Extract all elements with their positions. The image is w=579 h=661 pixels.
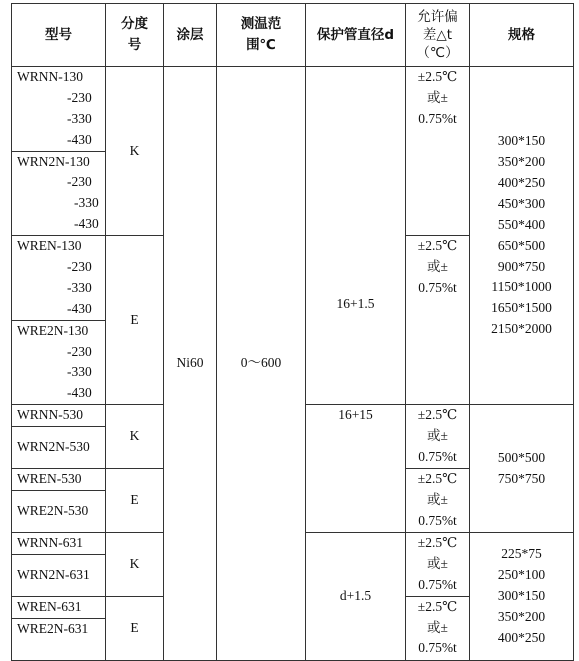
tolerance-value: ±2.5℃ bbox=[417, 598, 458, 614]
model-name: WREN-530 bbox=[17, 470, 82, 486]
tolerance-value: ±2.5℃ bbox=[417, 470, 458, 486]
model-cell bbox=[12, 151, 106, 236]
spec-cell bbox=[470, 405, 574, 533]
header-model: 型号 bbox=[12, 4, 106, 67]
spec-cell bbox=[470, 532, 574, 660]
tolerance-percent: 0.75%t bbox=[418, 576, 457, 592]
temp-range-cell: 0～600 bbox=[217, 67, 306, 661]
tolerance-percent: 0.75%t bbox=[418, 512, 457, 528]
model-variant: -430 bbox=[74, 216, 99, 232]
spec-item: 350*200 bbox=[497, 608, 546, 624]
model-name: WRNN-530 bbox=[17, 407, 83, 423]
tolerance-value: ±2.5℃ bbox=[417, 407, 458, 423]
tolerance-cell bbox=[406, 532, 470, 596]
model-name: WRE2N-631 bbox=[17, 620, 89, 636]
tolerance-value: ±2.5℃ bbox=[417, 69, 458, 84]
tolerance-percent: 0.75%t bbox=[418, 279, 457, 295]
model-cell bbox=[12, 67, 106, 152]
model-name: WRN2N-530 bbox=[17, 439, 90, 455]
spec-item: 225*75 bbox=[501, 545, 542, 561]
header-tolerance: 允许偏差△t（℃） bbox=[406, 4, 470, 67]
grade-cell: E bbox=[106, 468, 164, 532]
grade-cell: K bbox=[106, 405, 164, 469]
spec-item: 1150*1000 bbox=[491, 279, 552, 295]
model-variant: -430 bbox=[67, 131, 92, 147]
grade-cell: E bbox=[106, 236, 164, 405]
spec-item: 550*400 bbox=[497, 216, 546, 232]
header-temp-range: 测温范围℃ bbox=[217, 4, 306, 67]
spec-item: 450*300 bbox=[497, 195, 546, 211]
model-cell bbox=[12, 320, 106, 405]
model-cell bbox=[12, 468, 106, 490]
model-name: WREN-130 bbox=[17, 238, 82, 254]
coating-cell: Ni60 bbox=[164, 67, 217, 661]
tolerance-cell bbox=[406, 67, 470, 236]
model-cell bbox=[12, 532, 106, 554]
tolerance-cell bbox=[406, 596, 470, 660]
tolerance-or: 或± bbox=[427, 491, 448, 507]
model-variant: -230 bbox=[67, 343, 92, 359]
model-variant: -330 bbox=[74, 195, 99, 211]
model-variant: -430 bbox=[67, 385, 92, 401]
tolerance-cell bbox=[406, 405, 470, 469]
diameter-value: 16+1.5 bbox=[336, 296, 375, 312]
model-cell bbox=[12, 554, 106, 596]
tolerance-cell bbox=[406, 236, 470, 405]
diameter-cell bbox=[306, 405, 406, 533]
spec-item: 400*250 bbox=[497, 629, 546, 645]
spec-item: 500*500 bbox=[497, 449, 546, 465]
model-cell bbox=[12, 427, 106, 469]
tolerance-or: 或± bbox=[427, 259, 448, 275]
spec-item: 2150*2000 bbox=[491, 321, 552, 337]
model-variant: -230 bbox=[67, 89, 92, 105]
header-row bbox=[12, 4, 574, 67]
model-variant: -330 bbox=[67, 279, 92, 295]
diameter-cell: d+1.5 bbox=[306, 532, 406, 660]
spec-item: 250*100 bbox=[497, 566, 546, 582]
header-spec: 规格 bbox=[470, 4, 574, 67]
model-variant: -330 bbox=[67, 364, 92, 380]
spec-item: 650*500 bbox=[497, 237, 546, 253]
tolerance-cell bbox=[406, 468, 470, 532]
spec-item: 750*750 bbox=[497, 470, 546, 486]
model-cell bbox=[12, 236, 106, 321]
model-cell bbox=[12, 618, 106, 660]
diameter-cell bbox=[306, 67, 406, 405]
tolerance-or: 或± bbox=[427, 89, 448, 105]
tolerance-or: 或± bbox=[427, 619, 448, 635]
grade-cell: K bbox=[106, 532, 164, 596]
spec-item: 1650*1500 bbox=[491, 300, 552, 316]
spec-item: 300*150 bbox=[497, 587, 546, 603]
model-variant: -230 bbox=[67, 259, 92, 275]
tolerance-percent: 0.75%t bbox=[418, 449, 457, 465]
model-name: WRE2N-530 bbox=[17, 502, 89, 518]
diameter-value: 16+15 bbox=[338, 407, 373, 423]
model-cell bbox=[12, 490, 106, 532]
model-name: WRN2N-631 bbox=[17, 566, 90, 582]
tolerance-percent: 0.75%t bbox=[418, 110, 457, 126]
model-name: WRE2N-130 bbox=[17, 322, 89, 338]
specification-table bbox=[11, 3, 574, 661]
model-variant: -430 bbox=[67, 300, 92, 316]
header-tube-diameter: 保护管直径d bbox=[306, 4, 406, 67]
model-cell bbox=[12, 596, 106, 618]
model-name: WRNN-130 bbox=[17, 69, 83, 84]
tolerance-or: 或± bbox=[427, 555, 448, 571]
header-coating: 涂层 bbox=[164, 4, 217, 67]
model-cell bbox=[12, 405, 106, 427]
spec-cell bbox=[470, 67, 574, 405]
model-name: WRN2N-130 bbox=[17, 153, 90, 169]
tolerance-or: 或± bbox=[427, 428, 448, 444]
tolerance-value: ±2.5℃ bbox=[417, 238, 458, 254]
tolerance-value: ±2.5℃ bbox=[417, 534, 458, 550]
model-name: WRNN-631 bbox=[17, 534, 83, 550]
grade-cell: E bbox=[106, 596, 164, 660]
model-variant: -230 bbox=[67, 174, 92, 190]
tolerance-percent: 0.75%t bbox=[418, 640, 457, 656]
grade-cell: K bbox=[106, 67, 164, 236]
spec-item: 400*250 bbox=[497, 174, 546, 190]
header-grade: 分度号 bbox=[106, 4, 164, 67]
spec-item: 900*750 bbox=[497, 258, 546, 274]
spec-item: 300*150 bbox=[497, 133, 546, 149]
model-variant: -330 bbox=[67, 110, 92, 126]
model-name: WREN-631 bbox=[17, 598, 82, 614]
spec-item: 350*200 bbox=[497, 154, 546, 170]
